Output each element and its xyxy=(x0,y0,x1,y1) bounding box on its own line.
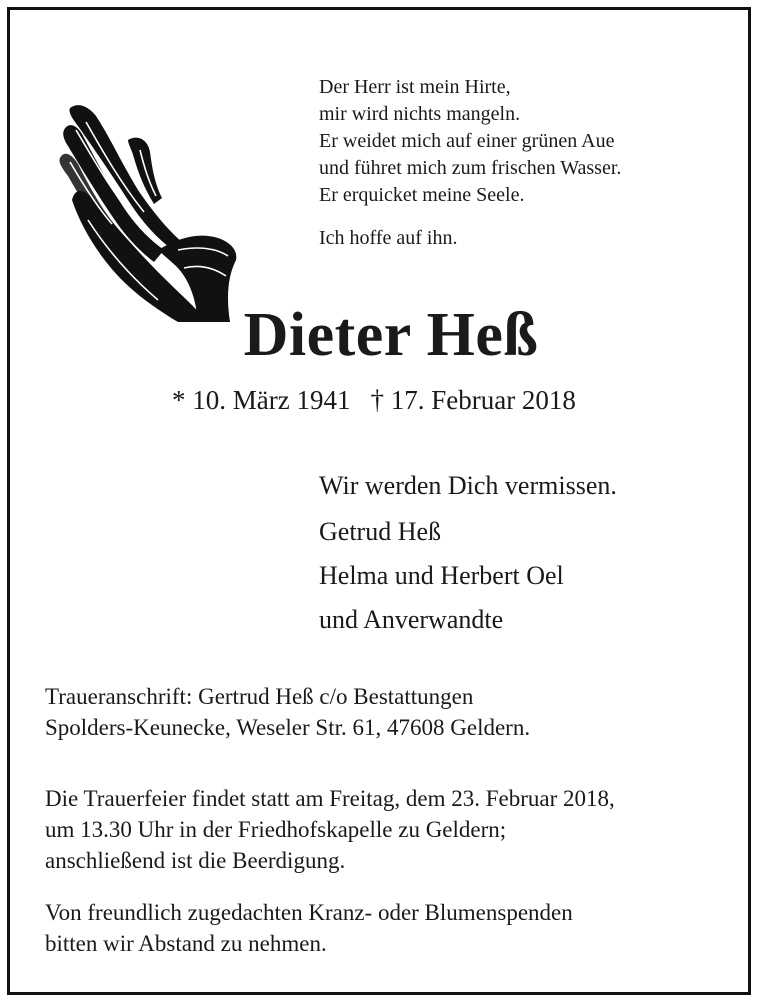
psalm-line: Er weidet mich auf einer grünen Aue xyxy=(319,130,615,152)
flowers-notice xyxy=(45,897,573,959)
deceased-name-text: Dieter Heß xyxy=(243,301,539,369)
psalm-line: mir wird nichts mangeln. xyxy=(319,103,521,125)
mourner-name: Helma und Herbert Oel xyxy=(319,561,564,590)
life-dates xyxy=(172,385,576,416)
mourning-address xyxy=(45,681,530,743)
flowers-line: Von freundlich zugedachten Kranz- oder Blumenspenden xyxy=(45,900,573,925)
praying-hands-icon xyxy=(58,100,238,325)
mourners-block xyxy=(319,464,617,642)
service-line: Die Trauerfeier findet statt am Freitag, dem 23. Februar 2018, xyxy=(45,786,615,811)
address-line: Traueranschrift: Gertrud Heß c/o Bestattungen xyxy=(45,684,474,709)
psalm-line: Der Herr ist mein Hirte, xyxy=(319,76,511,98)
flowers-line: bitten wir Abstand zu nehmen. xyxy=(45,931,327,956)
funeral-service-notice xyxy=(45,783,615,876)
mourner-name: und Anverwandte xyxy=(319,605,504,634)
death-date: † 17. Februar 2018 xyxy=(370,385,576,415)
deceased-name xyxy=(0,300,758,371)
psalm-line: und führet mich zum frischen Wasser. xyxy=(319,157,622,179)
birth-date: * 10. März 1941 xyxy=(172,385,351,415)
psalm-verse xyxy=(319,74,621,209)
mourner-name: Getrud Heß xyxy=(319,517,442,546)
service-line: um 13.30 Uhr in der Friedhofskapelle zu Geldern; xyxy=(45,817,507,842)
psalm-line: Er erquicket meine Seele. xyxy=(319,184,525,206)
psalm-closing: Ich hoffe auf ihn. xyxy=(319,227,458,249)
mourning-message: Wir werden Dich vermissen. xyxy=(319,471,617,500)
address-line: Spolders-Keunecke, Weseler Str. 61, 47608 Geldern. xyxy=(45,715,531,740)
service-line: anschließend ist die Beerdigung. xyxy=(45,848,346,873)
